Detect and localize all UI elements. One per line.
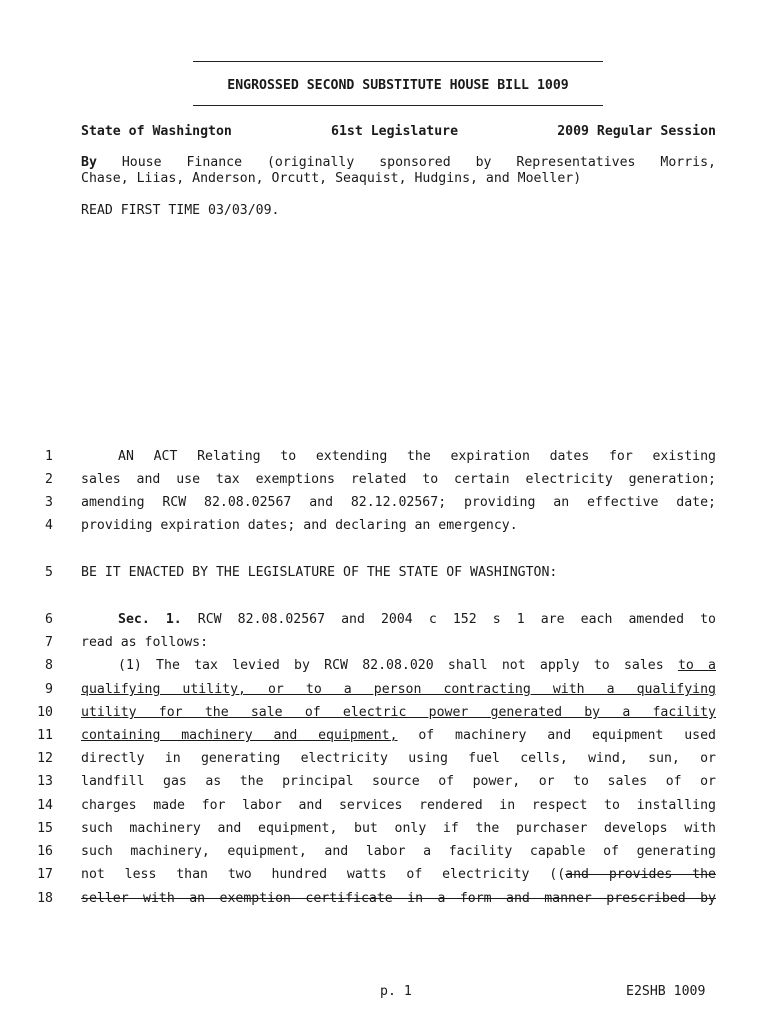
text-line-6 <box>118 612 716 627</box>
text-line-12: directly in generating electricity using fuel cells, wind, sun, or <box>81 751 716 766</box>
line-number: 13 <box>37 774 53 789</box>
text-line-4: providing expiration dates; and declaring an emergency. <box>81 518 518 533</box>
bill-id-footer: E2SHB 1009 <box>626 984 706 999</box>
line-number: 3 <box>45 495 53 510</box>
line-number: 11 <box>37 728 53 743</box>
sponsors-line-1 <box>81 155 716 170</box>
line-number: 5 <box>45 565 53 580</box>
line-number: 6 <box>45 612 53 627</box>
inserted-text-line-9: qualifying utility, or to a person contracting with a qualifying <box>81 682 716 697</box>
line-number: 4 <box>45 518 53 533</box>
state-label: State of Washington <box>81 124 232 139</box>
by-label: By <box>81 155 97 170</box>
line-number: 16 <box>37 844 53 859</box>
text-line-8 <box>118 658 716 673</box>
section-label: Sec. 1. <box>118 612 182 627</box>
deleted-text: and provides the <box>565 867 716 882</box>
text-line-1: AN ACT Relating to extending the expiration dates for existing <box>118 449 716 464</box>
line-number: 15 <box>37 821 53 836</box>
legislature-label: 61st Legislature <box>331 124 459 139</box>
line-number: 2 <box>45 472 53 487</box>
line-number: 9 <box>45 682 53 697</box>
read-first-time: READ FIRST TIME 03/03/09. <box>81 203 280 218</box>
text-line-11 <box>81 728 716 743</box>
enacting-clause: BE IT ENACTED BY THE LEGISLATURE OF THE STATE OF WASHINGTON: <box>81 565 558 580</box>
title-rule-top <box>193 61 603 62</box>
page-number: p. 1 <box>380 984 412 999</box>
bill-title: ENGROSSED SECOND SUBSTITUTE HOUSE BILL 1009 <box>227 78 569 93</box>
text-line-7: read as follows: <box>81 635 209 650</box>
section-text: RCW 82.08.02567 and 2004 c 152 s 1 are each amended to <box>197 612 716 627</box>
text-line-16: such machinery, equipment, and labor a facility capable of generating <box>81 844 716 859</box>
deleted-text-line-18: seller with an exemption certificate in a form and manner prescribed by <box>81 891 716 906</box>
inserted-text: to a <box>677 658 716 673</box>
text-line-3: amending RCW 82.08.02567 and 82.12.02567; providing an effective date; <box>81 495 716 510</box>
text-line-2: sales and use tax exemptions related to certain electricity generation; <box>81 472 716 487</box>
session-label: 2009 Regular Session <box>557 124 716 139</box>
line-number: 18 <box>37 891 53 906</box>
text-line-11-plain: of machinery and equipment used <box>418 728 716 743</box>
line-number: 10 <box>37 705 53 720</box>
text-line-8-plain: (1) The tax levied by RCW 82.08.020 shall not apply to sales <box>118 658 664 673</box>
session-header <box>81 124 716 139</box>
sponsors-text-1: House Finance (originally sponsored by Representatives Morris, <box>121 155 716 170</box>
text-line-14: charges made for labor and services rendered in respect to installing <box>81 798 716 813</box>
sponsors-line-2: Chase, Liias, Anderson, Orcutt, Seaquist, Hudgins, and Moeller) <box>81 171 582 186</box>
line-number: 7 <box>45 635 53 650</box>
line-number: 12 <box>37 751 53 766</box>
text-line-15: such machinery and equipment, but only if the purchaser develops with <box>81 821 716 836</box>
line-number: 17 <box>37 867 53 882</box>
text-line-17 <box>81 867 716 882</box>
title-rule-bottom <box>193 105 603 106</box>
text-line-13: landfill gas as the principal source of power, or to sales of or <box>81 774 716 789</box>
text-line-17-plain: not less than two hundred watts of electricity (( <box>81 867 566 882</box>
line-number: 1 <box>45 449 53 464</box>
inserted-text: containing machinery and equipment, <box>81 728 398 743</box>
line-number: 8 <box>45 658 53 673</box>
inserted-text-line-10: utility for the sale of electric power generated by a facility <box>81 705 716 720</box>
line-number: 14 <box>37 798 53 813</box>
